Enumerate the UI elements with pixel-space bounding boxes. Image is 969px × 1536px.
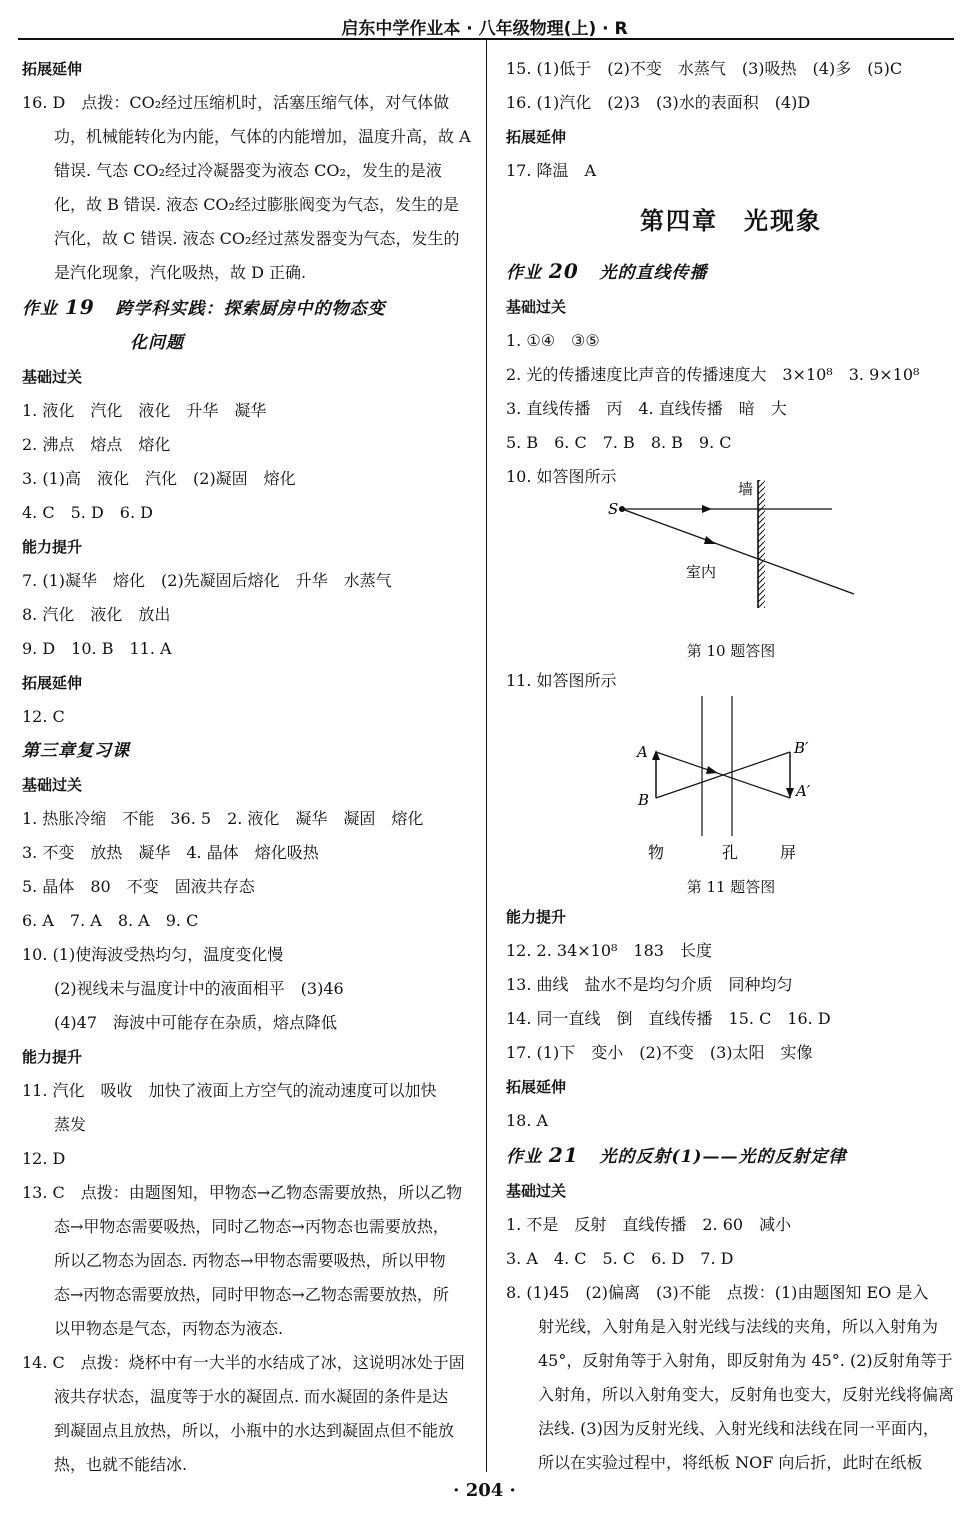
review-heading: 第三章复习课: [22, 741, 130, 761]
answer-line: 6. A 7. A 8. A 9. C: [22, 911, 199, 930]
answer-line: 9. D 10. B 11. A: [22, 639, 172, 658]
section-heading: 拓展延伸: [506, 1078, 567, 1096]
homework-number: 20: [548, 259, 579, 283]
answer-line: 3. A 4. C 5. C 6. D 7. D: [506, 1249, 734, 1268]
answer-line: 14. 同一直线 倒 直线传播 15. C 16. D: [506, 1009, 831, 1028]
answer-line: (2)视线未与温度计中的液面相平 (3)46: [54, 979, 344, 998]
homework-title: 跨学科实践：探索厨房中的物态变: [115, 299, 386, 319]
text-line: 汽化，故 C 错误. 液态 CO₂经过蒸发器变为气态，发生的: [54, 229, 460, 248]
section-heading: 拓展延伸: [22, 60, 83, 78]
figure-11-caption: 第 11 题答图: [686, 878, 776, 896]
text-line: 射光线，入射角是入射光线与法线的夹角，所以入射角为: [538, 1317, 939, 1336]
answer-line: 15. (1)低于 (2)不变 水蒸气 (3)吸热 (4)多 (5)C: [506, 59, 903, 78]
answer-line: 17. 降温 A: [506, 161, 597, 180]
section-heading: 基础过关: [22, 776, 83, 794]
label-a: A: [637, 743, 648, 761]
chapter-title: 第四章 光现象: [640, 206, 822, 235]
answer-line: 10. (1)使海波受热均匀，温度变化慢: [22, 945, 284, 964]
arrow-icon: [704, 536, 716, 544]
label-object: 物: [648, 843, 665, 862]
answer-line: 3. (1)高 液化 汽化 (2)凝固 熔化: [22, 469, 296, 488]
text-line: 14. C 点拨：烧杯中有一大半的水结成了冰，这说明冰处于固: [22, 1353, 465, 1372]
answer-line: 2. 沸点 熔点 熔化: [22, 435, 171, 454]
text-line: 法线. (3)因为反射光线、入射光线和法线在同一平面内，: [538, 1419, 939, 1438]
right-column: [506, 52, 956, 1480]
text-line: 8. (1)45 (2)偏离 (3)不能 点拨：(1)由题图知 EO 是入: [506, 1283, 929, 1302]
column-divider: [486, 40, 487, 1472]
left-column: [22, 52, 480, 1482]
text-line: 所以在实验过程中，将纸板 NOF 向后折，此时在纸板: [538, 1453, 923, 1472]
text-line: 态→丙物态需要放热，同时甲物态→乙物态需要放热，所: [54, 1285, 449, 1304]
answer-line: 18. A: [506, 1111, 549, 1130]
answer-line: 1. 液化 汽化 液化 升华 凝华: [22, 401, 267, 420]
answer-line: 11. 汽化 吸收 加快了液面上方空气的流动速度可以加快: [22, 1081, 437, 1100]
answer-line: 16. (1)汽化 (2)3 (3)水的表面积 (4)D: [506, 93, 811, 112]
light-ray-diagonal: [622, 509, 854, 594]
q16-answer: [22, 86, 480, 290]
answer-line: 蒸发: [54, 1115, 87, 1134]
answer-line: 2. 光的传播速度比声音的传播速度大 3×10⁸ 3. 9×10⁸: [506, 365, 920, 384]
text-line: 功，机械能转化为内能，气体的内能增加，温度升高，故 A: [54, 127, 471, 146]
homework-title: 光的反射(1)——光的反射定律: [599, 1147, 847, 1167]
label-a-prime: A′: [796, 782, 811, 800]
answer-line: 10. 如答图所示: [506, 467, 617, 486]
label-b: B: [638, 791, 650, 809]
section-heading: 基础过关: [506, 298, 567, 316]
homework-19-heading: [22, 290, 480, 326]
answer-line: 3. 不变 放热 凝华 4. 晶体 熔化吸热: [22, 843, 319, 862]
arrow-icon: [652, 750, 660, 760]
answer-line: 17. (1)下 变小 (2)不变 (3)太阳 实像: [506, 1043, 813, 1062]
text-line: 45°，反射角等于入射角，即反射角为 45°. (2)反射角等于: [538, 1351, 953, 1370]
homework-label: 作业: [506, 263, 542, 283]
label-b-prime: B′: [794, 739, 809, 757]
homework-label: 作业: [506, 1147, 542, 1167]
section-heading: 基础过关: [22, 368, 83, 386]
section-heading: 拓展延伸: [506, 128, 567, 146]
answer-line: 11. 如答图所示: [506, 671, 617, 690]
answer-line: 3. 直线传播 丙 4. 直线传播 暗 大: [506, 399, 787, 418]
answer-line: 12. C: [22, 707, 65, 726]
wall-hatching: [758, 480, 765, 608]
homework-title: 光的直线传播: [599, 263, 708, 283]
text-line: 入射角，所以入射角变大，反射角也变大，反射光线将偏离: [538, 1385, 955, 1404]
answer-line: 4. C 5. D 6. D: [22, 503, 153, 522]
label-room: 室内: [686, 563, 717, 581]
text-line: 16. D 点拨：CO₂经过压缩机时，活塞压缩气体，对气体做: [22, 93, 450, 112]
homework-number: 19: [64, 295, 95, 319]
answer-line: 1. 不是 反射 直线传播 2. 60 减小: [506, 1215, 792, 1234]
section-heading: 能力提升: [22, 1048, 83, 1066]
text-line: 化，故 B 错误. 液态 CO₂经过膨胀阀变为气态，发生的是: [54, 195, 459, 214]
text-line: 所以乙物态为固态. 丙物态→甲物态需要吸热，所以甲物: [54, 1251, 446, 1270]
figure-11-diagram: [506, 698, 956, 870]
label-screen: 屏: [780, 843, 797, 862]
text-line: 态→甲物态需要吸热，同时乙物态→丙物态也需要放热，: [54, 1217, 449, 1236]
homework-label: 作业: [22, 299, 58, 319]
label-s: S: [608, 500, 619, 518]
homework-number: 21: [548, 1143, 579, 1167]
section-heading: 能力提升: [22, 538, 83, 556]
label-hole: 孔: [722, 843, 739, 862]
answer-line: 12. 2. 34×10⁸ 183 长度: [506, 941, 712, 960]
arrow-icon: [702, 505, 712, 513]
homework-title-cont: 化问题: [130, 333, 184, 353]
answer-line: 5. 晶体 80 不变 固液共存态: [22, 877, 255, 896]
label-wall: 墙: [738, 480, 754, 498]
figure-10-caption: 第 10 题答图: [686, 642, 776, 660]
arrow-icon: [706, 766, 718, 774]
answer-line: 8. 汽化 液化 放出: [22, 605, 171, 624]
homework-20-heading: [506, 254, 956, 290]
page-number: · 204 ·: [453, 1480, 516, 1501]
text-line: 13. C 点拨：由题图知，甲物态→乙物态需要放热，所以乙物: [22, 1183, 463, 1202]
text-line: 错误. 气态 CO₂经过冷凝器变为液态 CO₂，发生的是液: [54, 161, 442, 180]
homework-21-heading: [506, 1138, 956, 1174]
answer-line: 1. ①④ ③⑤: [506, 331, 600, 350]
section-heading: 基础过关: [506, 1182, 567, 1200]
figure-10-diagram: [506, 480, 956, 634]
header-title: 启东中学作业本 · 八年级物理(上) · R: [341, 19, 628, 39]
section-heading: 能力提升: [506, 908, 567, 926]
text-line: 热，也就不能结冰.: [54, 1455, 188, 1474]
answer-line: 7. (1)凝华 熔化 (2)先凝固后熔化 升华 水蒸气: [22, 571, 392, 590]
section-heading: 拓展延伸: [22, 674, 83, 692]
text-line: 是汽化现象，汽化吸热，故 D 正确.: [54, 263, 307, 282]
text-line: 到凝固点且放热，所以，小瓶中的水达到凝固点但不能放: [54, 1421, 455, 1440]
answer-line: 5. B 6. C 7. B 8. B 9. C: [506, 433, 732, 452]
text-line: 以甲物态是气态，丙物态为液态.: [54, 1319, 284, 1338]
text-line: 液共存状态，温度等于水的凝固点. 而水凝固的条件是达: [54, 1387, 449, 1406]
answer-line: (4)47 海波中可能存在杂质，熔点降低: [54, 1013, 338, 1032]
answer-line: 13. 曲线 盐水不是均匀介质 同种均匀: [506, 975, 793, 994]
answer-line: 12. D: [22, 1149, 66, 1168]
answer-line: 1. 热胀冷缩 不能 36. 5 2. 液化 凝华 凝固 熔化: [22, 809, 424, 828]
